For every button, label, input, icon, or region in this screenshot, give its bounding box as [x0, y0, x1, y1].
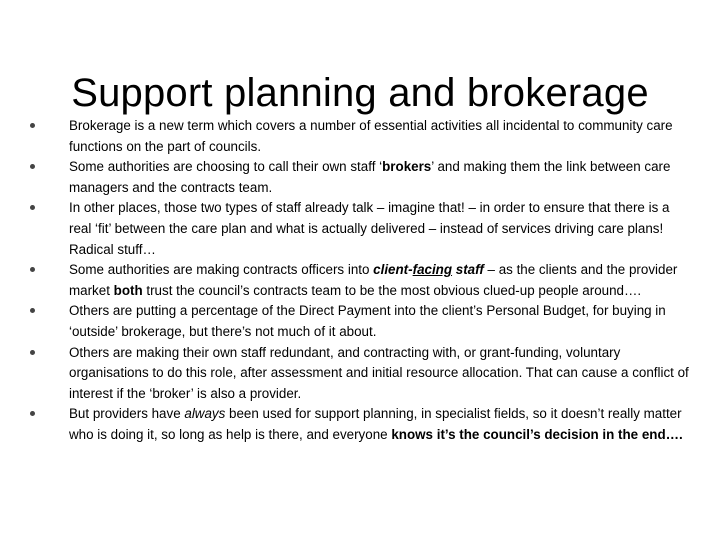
bullet-item: [30, 198, 690, 260]
bullet-text-run: client-: [373, 262, 413, 278]
bullet-item: [30, 260, 690, 301]
bullet-text-run: staff: [452, 262, 484, 278]
bullet-dot-icon: [30, 123, 35, 128]
bullet-text-run: knows it’s the council’s decision in the end….: [391, 426, 683, 442]
bullet-text-run: In other places, those two types of staff already talk – imagine that! – in order to ensure that there is a real ‘fit’ between the care plan and what is actually delivered – instead of services driving care plans! Radical stuff…: [69, 200, 670, 257]
bullet-text-run: Some authorities are choosing to call their own staff ‘: [69, 159, 383, 175]
bullet-dot-icon: [30, 350, 35, 355]
bullet-text-run: facing: [412, 262, 453, 278]
bullet-text-run: both: [113, 282, 143, 298]
bullet-text-run: Brokerage is a new term which covers a number of essential activities all incidental to community care functions on the part of councils.: [69, 118, 673, 154]
bullet-text-run: ’ and making them the link between care managers and the contracts team.: [69, 159, 671, 195]
bullet-item: [30, 116, 690, 157]
bullet-text-run: Others are making their own staff redundant, and contracting with, or grant-funding, voluntary organisations to do this role, after assessment and initial resource allocation. That can cause a conflict of interest if the ‘broker’ is also a provider.: [69, 344, 689, 401]
bullet-dot-icon: [30, 308, 35, 313]
bullet-item: [30, 157, 690, 198]
bullet-text-run: – as the clients and the provider market: [69, 262, 678, 298]
bullet-text-run: been used for support planning, in specialist fields, so it doesn’t really matter who is doing it, so long as help is there, and everyone: [69, 406, 682, 442]
bullet-dot-icon: [30, 164, 35, 169]
bullet-dot-icon: [30, 205, 35, 210]
bullet-text-run: always: [184, 406, 226, 422]
bullet-text-run: trust the council’s contracts team to be the most obvious clued-up people around….: [142, 282, 642, 298]
bullet-item: [30, 301, 690, 342]
bullet-dot-icon: [30, 411, 35, 416]
bullet-item: [30, 343, 690, 405]
bullet-item: [30, 404, 690, 445]
bullet-text-run: Others are putting a percentage of the Direct Payment into the client’s Personal Budget, for buying in ‘outside’ brokerage, but there’s not much of it about.: [69, 303, 666, 339]
bullet-text-run: But providers have: [69, 406, 185, 422]
bullet-text-run: brokers: [382, 159, 432, 175]
bullet-dot-icon: [30, 267, 35, 272]
slide-title: Support planning and brokerage: [71, 70, 649, 115]
bullet-text-run: Some authorities are making contracts officers into: [69, 262, 374, 278]
bullet-list: [30, 116, 690, 446]
